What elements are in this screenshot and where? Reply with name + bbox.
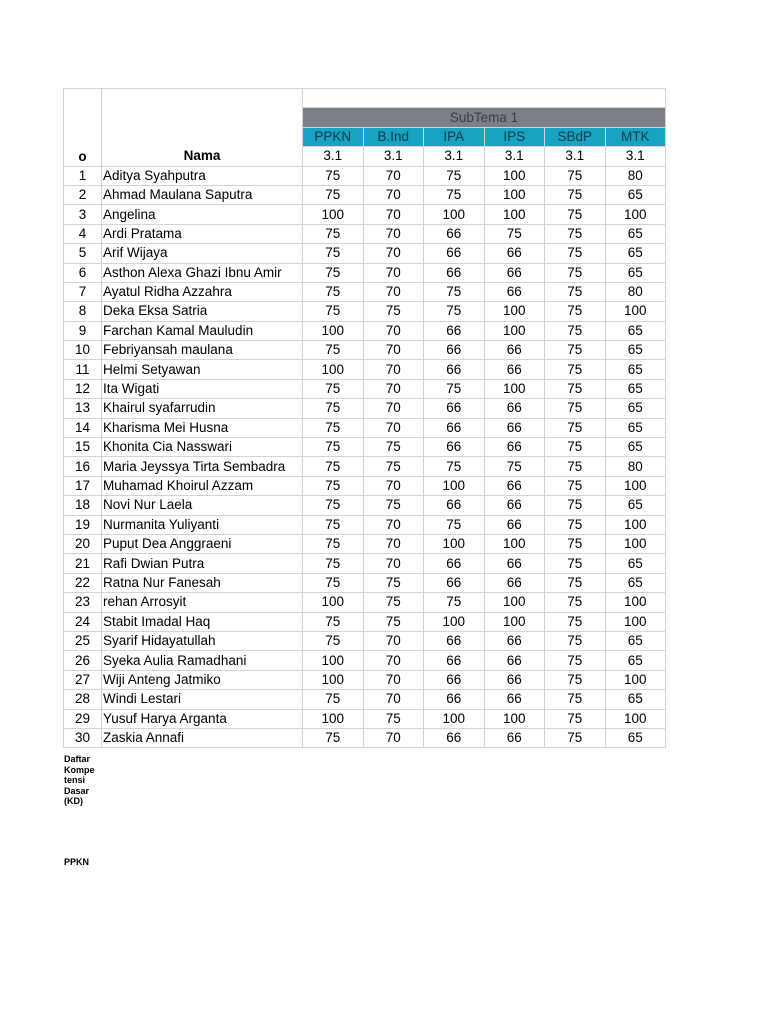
score-mtk: 100	[605, 515, 666, 534]
score-ips: 66	[484, 690, 545, 709]
student-row	[64, 399, 666, 418]
score-ipa: 100	[424, 476, 485, 495]
score-ipa: 66	[424, 438, 485, 457]
score-ips: 66	[484, 244, 545, 263]
student-row	[64, 593, 666, 612]
score-bind: 70	[363, 418, 424, 437]
kd-code: 3.1	[605, 147, 666, 166]
score-bind: 70	[363, 379, 424, 398]
student-name: Deka Eksa Satria	[102, 302, 303, 321]
score-ipa: 66	[424, 728, 485, 747]
score-bind: 70	[363, 476, 424, 495]
score-sbdp: 75	[545, 399, 606, 418]
student-number: 24	[64, 612, 102, 631]
score-ipa: 66	[424, 418, 485, 437]
subject-ips: IPS	[484, 127, 545, 146]
student-name: Ahmad Maulana Saputra	[102, 185, 303, 204]
student-number: 11	[64, 360, 102, 379]
student-name: Farchan Kamal Mauludin	[102, 321, 303, 340]
score-mtk: 65	[605, 341, 666, 360]
student-number: 12	[64, 379, 102, 398]
score-ipa: 75	[424, 515, 485, 534]
score-sbdp: 75	[545, 282, 606, 301]
student-row	[64, 438, 666, 457]
student-number: 14	[64, 418, 102, 437]
score-ips: 66	[484, 399, 545, 418]
score-sbdp: 75	[545, 690, 606, 709]
score-ipa: 66	[424, 651, 485, 670]
student-number: 3	[64, 205, 102, 224]
score-ips: 100	[484, 534, 545, 553]
score-ips: 100	[484, 593, 545, 612]
score-mtk: 65	[605, 263, 666, 282]
score-ppkn: 100	[303, 205, 364, 224]
score-sbdp: 75	[545, 534, 606, 553]
score-bind: 70	[363, 690, 424, 709]
score-bind: 75	[363, 612, 424, 631]
score-mtk: 100	[605, 302, 666, 321]
student-row	[64, 476, 666, 495]
score-bind: 70	[363, 515, 424, 534]
score-mtk: 100	[605, 593, 666, 612]
score-sbdp: 75	[545, 631, 606, 650]
score-ips: 100	[484, 302, 545, 321]
ppkn-section-label: PPKN	[64, 857, 90, 867]
score-sbdp: 75	[545, 593, 606, 612]
score-bind: 70	[363, 631, 424, 650]
score-ppkn: 75	[303, 534, 364, 553]
student-name: Ardi Pratama	[102, 224, 303, 243]
student-row	[64, 418, 666, 437]
score-ips: 75	[484, 224, 545, 243]
kd-code: 3.1	[424, 147, 485, 166]
student-row	[64, 302, 666, 321]
score-mtk: 65	[605, 321, 666, 340]
student-name: Maria Jeyssya Tirta Sembadra	[102, 457, 303, 476]
student-name: Ayatul Ridha Azzahra	[102, 282, 303, 301]
student-name: Syeka Aulia Ramadhani	[102, 651, 303, 670]
student-name: Stabit Imadal Haq	[102, 612, 303, 631]
score-ppkn: 75	[303, 282, 364, 301]
student-number: 21	[64, 554, 102, 573]
score-ppkn: 75	[303, 224, 364, 243]
score-sbdp: 75	[545, 341, 606, 360]
score-ipa: 66	[424, 321, 485, 340]
score-sbdp: 75	[545, 379, 606, 398]
student-name: Puput Dea Anggraeni	[102, 534, 303, 553]
student-name: Rafi Dwian Putra	[102, 554, 303, 573]
score-mtk: 65	[605, 651, 666, 670]
student-name: Khonita Cia Nasswari	[102, 438, 303, 457]
student-row	[64, 573, 666, 592]
score-ppkn: 75	[303, 263, 364, 282]
student-number: 25	[64, 631, 102, 650]
kd-label-line: Dasar	[64, 785, 90, 796]
student-row	[64, 282, 666, 301]
student-number: 6	[64, 263, 102, 282]
score-sbdp: 75	[545, 418, 606, 437]
student-number: 23	[64, 593, 102, 612]
score-ppkn: 75	[303, 244, 364, 263]
score-ppkn: 75	[303, 399, 364, 418]
score-ips: 66	[484, 476, 545, 495]
score-mtk: 65	[605, 360, 666, 379]
score-sbdp: 75	[545, 515, 606, 534]
student-number: 27	[64, 670, 102, 689]
score-mtk: 65	[605, 399, 666, 418]
student-name: Khairul syafarrudin	[102, 399, 303, 418]
score-bind: 70	[363, 185, 424, 204]
student-number: 28	[64, 690, 102, 709]
score-ppkn: 100	[303, 593, 364, 612]
student-name: Zaskia Annafi	[102, 728, 303, 747]
score-bind: 75	[363, 438, 424, 457]
score-sbdp: 75	[545, 612, 606, 631]
score-ipa: 75	[424, 379, 485, 398]
score-sbdp: 75	[545, 670, 606, 689]
subject-bind: B.Ind	[363, 127, 424, 146]
score-bind: 70	[363, 282, 424, 301]
score-ips: 66	[484, 631, 545, 650]
score-sbdp: 75	[545, 554, 606, 573]
score-ipa: 66	[424, 554, 485, 573]
header-spacer-cell	[303, 89, 666, 108]
kd-code: 3.1	[363, 147, 424, 166]
student-row	[64, 690, 666, 709]
student-name: Angelina	[102, 205, 303, 224]
score-mtk: 65	[605, 573, 666, 592]
score-ppkn: 75	[303, 631, 364, 650]
score-ppkn: 75	[303, 612, 364, 631]
score-ppkn: 75	[303, 690, 364, 709]
score-ips: 100	[484, 612, 545, 631]
student-name: Helmi Setyawan	[102, 360, 303, 379]
score-ips: 100	[484, 379, 545, 398]
score-bind: 70	[363, 534, 424, 553]
score-ips: 66	[484, 418, 545, 437]
student-number: 4	[64, 224, 102, 243]
score-ips: 66	[484, 360, 545, 379]
student-number: 13	[64, 399, 102, 418]
student-name: Febriyansah maulana	[102, 341, 303, 360]
student-row	[64, 515, 666, 534]
student-row	[64, 166, 666, 185]
score-ppkn: 100	[303, 651, 364, 670]
score-ipa: 100	[424, 534, 485, 553]
student-row	[64, 631, 666, 650]
kd-label-line: Daftar	[64, 754, 91, 764]
score-mtk: 65	[605, 418, 666, 437]
subject-ppkn: PPKN	[303, 127, 364, 146]
student-row	[64, 554, 666, 573]
student-number: 29	[64, 709, 102, 728]
score-ips: 66	[484, 496, 545, 515]
score-sbdp: 75	[545, 573, 606, 592]
score-ips: 100	[484, 321, 545, 340]
score-ipa: 66	[424, 631, 485, 650]
score-ips: 66	[484, 573, 545, 592]
score-ppkn: 75	[303, 496, 364, 515]
kd-code: 3.1	[484, 147, 545, 166]
student-name: Novi Nur Laela	[102, 496, 303, 515]
student-number: 5	[64, 244, 102, 263]
score-ipa: 66	[424, 496, 485, 515]
score-bind: 70	[363, 341, 424, 360]
score-ipa: 75	[424, 166, 485, 185]
score-ppkn: 100	[303, 321, 364, 340]
column-no-label: o	[78, 148, 87, 164]
score-ips: 66	[484, 728, 545, 747]
score-sbdp: 75	[545, 244, 606, 263]
student-row	[64, 360, 666, 379]
student-number: 1	[64, 166, 102, 185]
score-ips: 66	[484, 515, 545, 534]
score-sbdp: 75	[545, 302, 606, 321]
student-name: Arif Wijaya	[102, 244, 303, 263]
score-bind: 70	[363, 263, 424, 282]
score-ips: 66	[484, 263, 545, 282]
score-bind: 75	[363, 709, 424, 728]
student-number: 9	[64, 321, 102, 340]
student-name: Yusuf Harya Arganta	[102, 709, 303, 728]
header-name-cell	[102, 89, 303, 167]
score-mtk: 65	[605, 690, 666, 709]
score-ppkn: 75	[303, 728, 364, 747]
score-bind: 75	[363, 302, 424, 321]
score-ipa: 100	[424, 709, 485, 728]
score-ppkn: 75	[303, 418, 364, 437]
score-sbdp: 75	[545, 263, 606, 282]
score-mtk: 100	[605, 205, 666, 224]
student-name: Syarif Hidayatullah	[102, 631, 303, 650]
student-row	[64, 651, 666, 670]
score-sbdp: 75	[545, 651, 606, 670]
score-bind: 70	[363, 670, 424, 689]
score-ips: 100	[484, 205, 545, 224]
student-number: 8	[64, 302, 102, 321]
student-row	[64, 728, 666, 747]
score-ppkn: 75	[303, 476, 364, 495]
score-ppkn: 75	[303, 341, 364, 360]
header-spacer-row	[64, 89, 666, 108]
student-number: 7	[64, 282, 102, 301]
score-ppkn: 75	[303, 438, 364, 457]
score-bind: 70	[363, 728, 424, 747]
student-number: 19	[64, 515, 102, 534]
score-sbdp: 75	[545, 224, 606, 243]
student-number: 18	[64, 496, 102, 515]
score-sbdp: 75	[545, 728, 606, 747]
score-ipa: 100	[424, 205, 485, 224]
student-name: Ita Wigati	[102, 379, 303, 398]
score-ipa: 75	[424, 302, 485, 321]
score-ppkn: 75	[303, 379, 364, 398]
score-ipa: 66	[424, 670, 485, 689]
score-bind: 70	[363, 399, 424, 418]
kd-label-line: tensi	[64, 775, 86, 785]
score-sbdp: 75	[545, 476, 606, 495]
score-ips: 100	[484, 185, 545, 204]
score-sbdp: 75	[545, 438, 606, 457]
score-ipa: 100	[424, 612, 485, 631]
score-mtk: 65	[605, 728, 666, 747]
subject-mtk: MTK	[605, 127, 666, 146]
score-mtk: 80	[605, 457, 666, 476]
score-ppkn: 100	[303, 709, 364, 728]
score-sbdp: 75	[545, 321, 606, 340]
score-sbdp: 75	[545, 360, 606, 379]
score-bind: 75	[363, 573, 424, 592]
score-mtk: 65	[605, 554, 666, 573]
score-mtk: 65	[605, 631, 666, 650]
subtema-title: SubTema 1	[303, 108, 666, 127]
score-bind: 70	[363, 321, 424, 340]
student-name: Asthon Alexa Ghazi Ibnu Amir	[102, 263, 303, 282]
student-row	[64, 205, 666, 224]
score-ppkn: 75	[303, 573, 364, 592]
kd-code: 3.1	[545, 147, 606, 166]
student-row	[64, 244, 666, 263]
student-row	[64, 709, 666, 728]
score-ips: 66	[484, 651, 545, 670]
score-ipa: 66	[424, 573, 485, 592]
score-bind: 70	[363, 554, 424, 573]
student-number: 20	[64, 534, 102, 553]
kd-code: 3.1	[303, 147, 364, 166]
score-ipa: 66	[424, 224, 485, 243]
student-row	[64, 224, 666, 243]
student-number: 30	[64, 728, 102, 747]
score-ipa: 66	[424, 690, 485, 709]
score-sbdp: 75	[545, 185, 606, 204]
score-sbdp: 75	[545, 709, 606, 728]
score-ppkn: 100	[303, 360, 364, 379]
score-mtk: 65	[605, 244, 666, 263]
score-mtk: 65	[605, 438, 666, 457]
score-mtk: 65	[605, 185, 666, 204]
score-ipa: 66	[424, 399, 485, 418]
score-ips: 100	[484, 709, 545, 728]
score-ipa: 75	[424, 282, 485, 301]
student-number: 26	[64, 651, 102, 670]
score-mtk: 100	[605, 612, 666, 631]
score-mtk: 65	[605, 379, 666, 398]
kd-label-line: (KD)	[64, 796, 83, 806]
score-mtk: 100	[605, 534, 666, 553]
subject-sbdp: SBdP	[545, 127, 606, 146]
score-ipa: 66	[424, 341, 485, 360]
score-mtk: 100	[605, 476, 666, 495]
score-sbdp: 75	[545, 496, 606, 515]
student-name: Windi Lestari	[102, 690, 303, 709]
score-mtk: 65	[605, 496, 666, 515]
score-ips: 75	[484, 457, 545, 476]
grades-table	[63, 88, 666, 748]
student-row	[64, 379, 666, 398]
student-row	[64, 185, 666, 204]
score-ips: 100	[484, 166, 545, 185]
subject-ipa: IPA	[424, 127, 485, 146]
student-row	[64, 670, 666, 689]
score-ppkn: 100	[303, 670, 364, 689]
score-sbdp: 75	[545, 205, 606, 224]
score-bind: 75	[363, 457, 424, 476]
student-name: rehan Arrosyit	[102, 593, 303, 612]
score-bind: 70	[363, 224, 424, 243]
score-mtk: 100	[605, 709, 666, 728]
student-number: 22	[64, 573, 102, 592]
score-mtk: 100	[605, 670, 666, 689]
score-bind: 70	[363, 166, 424, 185]
kd-list-label	[64, 754, 104, 807]
score-ipa: 66	[424, 360, 485, 379]
score-ips: 66	[484, 282, 545, 301]
student-number: 17	[64, 476, 102, 495]
score-ipa: 66	[424, 263, 485, 282]
score-mtk: 80	[605, 166, 666, 185]
score-ipa: 75	[424, 457, 485, 476]
student-name: Wiji Anteng Jatmiko	[102, 670, 303, 689]
score-ipa: 75	[424, 185, 485, 204]
score-ipa: 75	[424, 593, 485, 612]
score-bind: 70	[363, 244, 424, 263]
student-row	[64, 457, 666, 476]
score-bind: 75	[363, 496, 424, 515]
kd-label-line: Kompe	[64, 764, 95, 775]
score-sbdp: 75	[545, 166, 606, 185]
score-ips: 66	[484, 554, 545, 573]
student-name: Nurmanita Yuliyanti	[102, 515, 303, 534]
score-ppkn: 75	[303, 302, 364, 321]
score-bind: 70	[363, 360, 424, 379]
student-number: 16	[64, 457, 102, 476]
student-row	[64, 534, 666, 553]
header-no-cell	[64, 89, 102, 167]
score-ppkn: 75	[303, 185, 364, 204]
score-ips: 66	[484, 341, 545, 360]
score-ppkn: 75	[303, 457, 364, 476]
student-row	[64, 321, 666, 340]
student-number: 10	[64, 341, 102, 360]
score-ppkn: 75	[303, 166, 364, 185]
score-bind: 70	[363, 205, 424, 224]
score-bind: 75	[363, 593, 424, 612]
score-sbdp: 75	[545, 457, 606, 476]
student-row	[64, 341, 666, 360]
student-name: Kharisma Mei Husna	[102, 418, 303, 437]
score-ipa: 66	[424, 244, 485, 263]
student-number: 2	[64, 185, 102, 204]
score-mtk: 65	[605, 224, 666, 243]
student-row	[64, 612, 666, 631]
score-bind: 70	[363, 651, 424, 670]
score-ppkn: 75	[303, 515, 364, 534]
column-name-label: Nama	[183, 147, 221, 163]
student-row	[64, 263, 666, 282]
score-ips: 66	[484, 670, 545, 689]
student-number: 15	[64, 438, 102, 457]
student-name: Aditya Syahputra	[102, 166, 303, 185]
score-ppkn: 75	[303, 554, 364, 573]
student-name: Ratna Nur Fanesah	[102, 573, 303, 592]
score-ips: 66	[484, 438, 545, 457]
score-mtk: 80	[605, 282, 666, 301]
student-row	[64, 496, 666, 515]
student-name: Muhamad Khoirul Azzam	[102, 476, 303, 495]
